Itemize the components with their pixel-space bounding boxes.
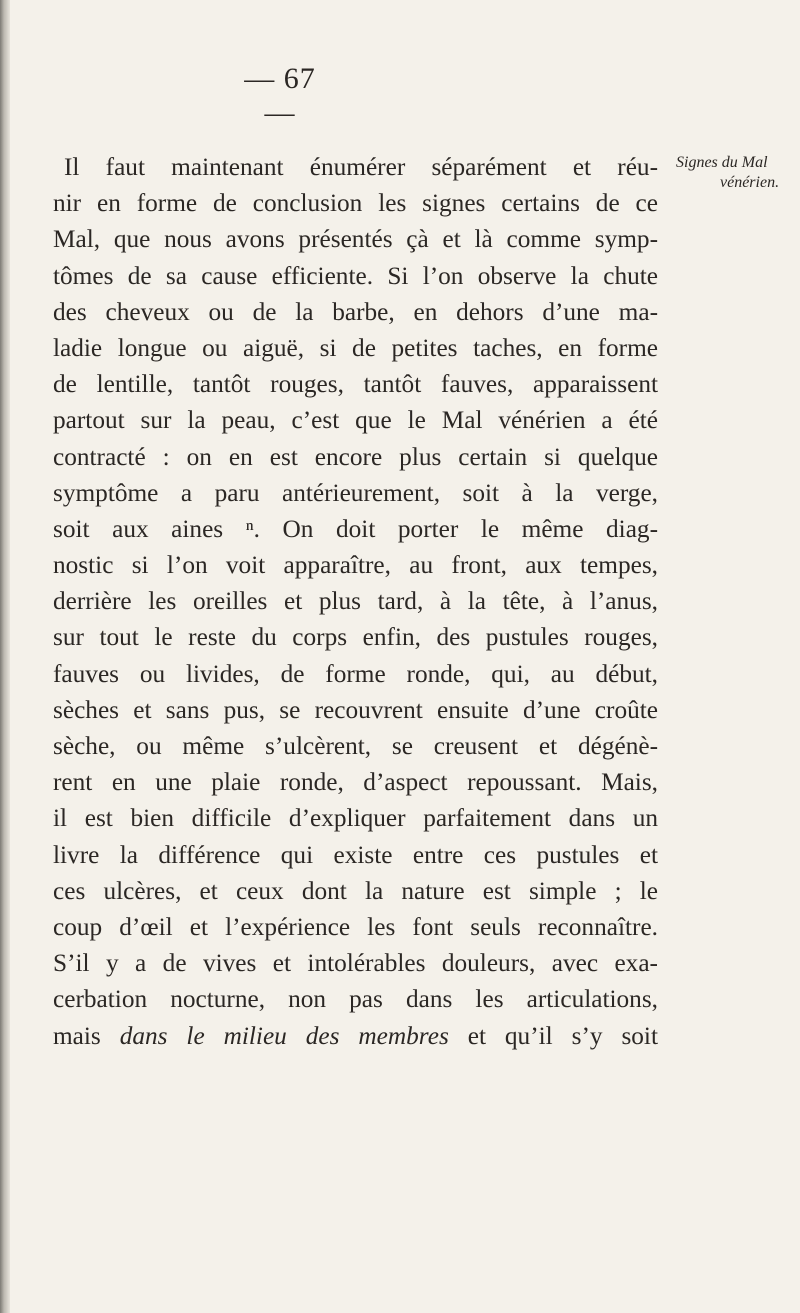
body-text xyxy=(53,149,658,1054)
text-line: sur tout le reste du corps enfin, des pustules rouges, xyxy=(53,623,658,652)
text-line: sèches et sans pus, se recouvrent ensuite d’une croûte xyxy=(53,695,658,724)
text-line: partout sur la peau, c’est que le Mal vénérien a été xyxy=(53,406,658,435)
italic-phrase: dans le milieu des membres xyxy=(119,1021,449,1050)
text-line: ladie longue ou aiguë, si de petites taches, en forme xyxy=(53,333,658,362)
margin-note-line-2: vénérien. xyxy=(720,174,780,191)
text-line: tômes de sa cause efficiente. Si l’on observe la chute xyxy=(53,261,658,290)
text-line: des cheveux ou de la barbe, en dehors d’une ma- xyxy=(53,297,658,326)
text-line: S’il y a de vives et intolérables douleurs, avec exa- xyxy=(53,949,658,978)
text-line: symptôme a paru antérieurement, soit à la verge, xyxy=(53,478,658,507)
text-line: Mal, que nous avons présentés çà et là comme symp- xyxy=(53,225,658,254)
text-line: rent en une plaie ronde, d’aspect repoussant. Mais, xyxy=(53,768,658,797)
text-line: il est bien difficile d’expliquer parfaitement dans un xyxy=(53,804,658,833)
margin-note xyxy=(676,153,796,193)
text-line: livre la différence qui existe entre ces pustules et xyxy=(53,840,658,869)
text-line xyxy=(53,1018,658,1054)
text-line: fauves ou livides, de forme ronde, qui, au début, xyxy=(53,659,658,688)
margin-note-line-1: Signes du Mal xyxy=(676,154,768,171)
text-line: cerbation nocturne, non pas dans les articulations, xyxy=(53,985,658,1014)
text-line: de lentille, tantôt rouges, tantôt fauves, apparaissent xyxy=(53,370,658,399)
text-line: contracté : on en est encore plus certain si quelque xyxy=(53,442,658,471)
text-line: coup d’œil et l’expérience les font seuls reconnaître. xyxy=(53,912,658,941)
text-line: ces ulcères, et ceux dont la nature est simple ; le xyxy=(53,876,658,905)
page-number: — 67 — xyxy=(244,62,316,129)
text-line: derrière les oreilles et plus tard, à la tête, à l’anus, xyxy=(53,587,658,616)
text-line: nir en forme de conclusion les signes certains de ce xyxy=(53,189,658,218)
text-line: nostic si l’on voit apparaître, au front, aux tempes, xyxy=(53,551,658,580)
text-line: soit aux aines ⁿ. On doit porter le même diag- xyxy=(53,514,658,543)
text-segment: mais xyxy=(53,1021,120,1050)
text-segment: et qu’il s’y soit xyxy=(448,1021,658,1050)
text-line: Il faut maintenant énumérer séparément et réu- xyxy=(64,153,658,181)
text-line: sèche, ou même s’ulcèrent, se creusent et dégénè- xyxy=(53,732,658,760)
